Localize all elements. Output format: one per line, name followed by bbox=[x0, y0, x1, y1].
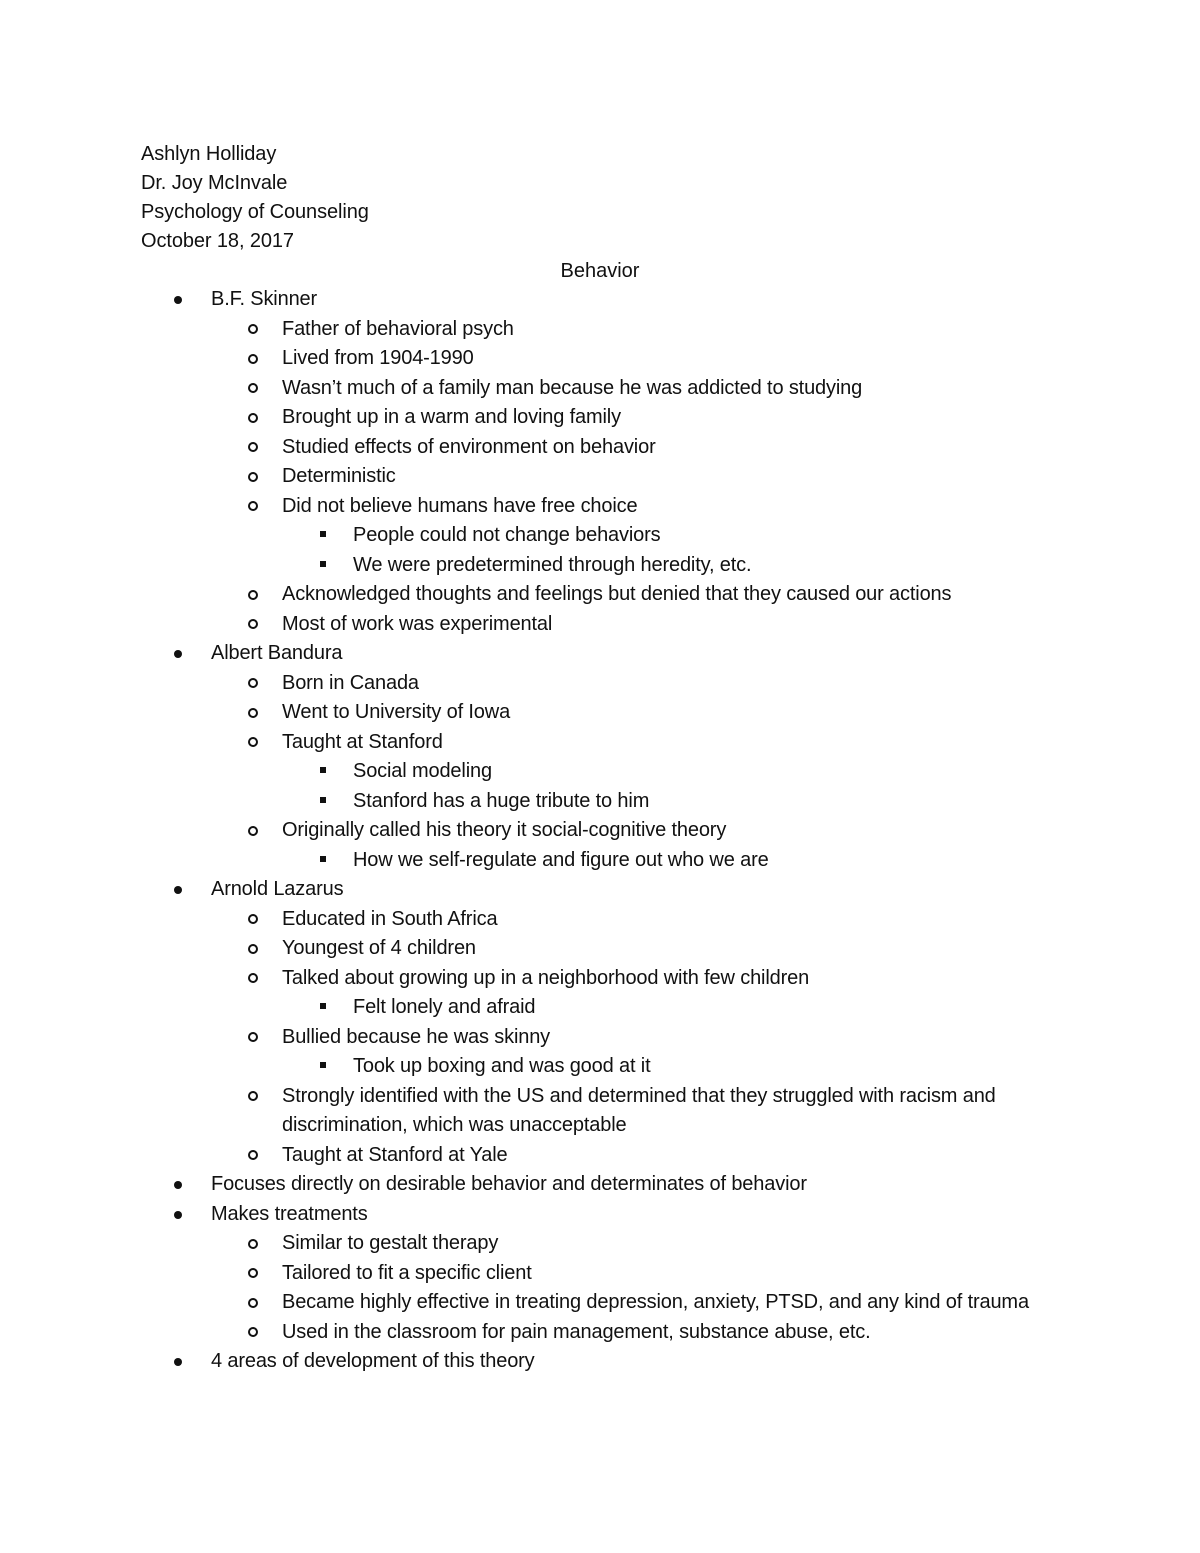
list-item-text: 4 areas of development of this theory bbox=[211, 1350, 535, 1372]
circle-bullet-icon bbox=[248, 914, 258, 924]
list-item-level-1 bbox=[0, 285, 1200, 315]
circle-bullet-icon bbox=[248, 1091, 258, 1101]
list-item-level-2 bbox=[0, 1259, 1200, 1289]
list-item-text: Albert Bandura bbox=[211, 642, 343, 664]
list-item-text: Taught at Stanford bbox=[282, 730, 443, 753]
list-item-text: Taught at Stanford at Yale bbox=[282, 1143, 508, 1166]
circle-bullet-icon bbox=[248, 678, 258, 688]
list-item-level-2 bbox=[0, 580, 1200, 610]
list-item-level-3 bbox=[0, 1052, 1200, 1082]
list-item-level-3 bbox=[0, 993, 1200, 1023]
square-bullet-icon bbox=[320, 531, 326, 537]
list-item-level-2 bbox=[0, 1288, 1200, 1318]
list-item-text: Became highly effective in treating depression, anxiety, PTSD, and any kind of trauma bbox=[282, 1291, 1029, 1313]
square-bullet-icon bbox=[320, 797, 326, 803]
list-item-text: Deterministic bbox=[282, 465, 396, 487]
list-item-text: How we self-regulate and figure out who we are bbox=[353, 848, 769, 871]
circle-bullet-icon bbox=[248, 973, 258, 983]
list-item-level-2 bbox=[0, 905, 1200, 935]
list-item-text: Originally called his theory it social-cognitive theory bbox=[282, 819, 727, 841]
document-header bbox=[141, 140, 369, 256]
list-item-level-2 bbox=[0, 1082, 1200, 1141]
disc-bullet-icon bbox=[174, 296, 182, 304]
list-item-text: Similar to gestalt therapy bbox=[282, 1232, 499, 1254]
circle-bullet-icon bbox=[248, 383, 258, 393]
list-item-text: Acknowledged thoughts and feelings but denied that they caused our actions bbox=[282, 583, 952, 605]
list-item-text: We were predetermined through heredity, etc. bbox=[353, 553, 752, 576]
list-item-level-1 bbox=[0, 1347, 1200, 1377]
list-item-level-3 bbox=[0, 521, 1200, 551]
list-item-level-2 bbox=[0, 403, 1200, 433]
list-item-level-2 bbox=[0, 728, 1200, 758]
list-item-text: Most of work was experimental bbox=[282, 612, 553, 635]
list-item-text: B.F. Skinner bbox=[211, 288, 318, 310]
list-item-level-2 bbox=[0, 492, 1200, 522]
document-title: Behavior bbox=[560, 260, 640, 282]
circle-bullet-icon bbox=[248, 324, 258, 334]
square-bullet-icon bbox=[320, 1003, 326, 1009]
bullet-outline bbox=[0, 285, 1200, 1377]
disc-bullet-icon bbox=[174, 1181, 182, 1189]
circle-bullet-icon bbox=[248, 826, 258, 836]
list-item-text: Makes treatments bbox=[211, 1202, 368, 1225]
list-item-text: Father of behavioral psych bbox=[282, 317, 514, 340]
circle-bullet-icon bbox=[248, 1298, 258, 1308]
list-item-text: Studied effects of environment on behavior bbox=[282, 435, 656, 458]
list-item-level-2 bbox=[0, 374, 1200, 404]
list-item-level-2 bbox=[0, 1023, 1200, 1053]
list-item-text: Stanford has a huge tribute to him bbox=[353, 789, 650, 812]
list-item-text: Used in the classroom for pain management, substance abuse, etc. bbox=[282, 1320, 871, 1343]
list-item-level-2 bbox=[0, 1318, 1200, 1348]
list-item-level-2 bbox=[0, 1229, 1200, 1259]
list-item-text: Bullied because he was skinny bbox=[282, 1025, 551, 1048]
instructor-name: Dr. Joy McInvale bbox=[141, 172, 288, 194]
circle-bullet-icon bbox=[248, 1032, 258, 1042]
document-date: October 18, 2017 bbox=[141, 230, 294, 252]
list-item-level-2 bbox=[0, 610, 1200, 640]
circle-bullet-icon bbox=[248, 413, 258, 423]
list-item-text: Born in Canada bbox=[282, 671, 419, 694]
circle-bullet-icon bbox=[248, 442, 258, 452]
square-bullet-icon bbox=[320, 856, 326, 862]
list-item-level-2 bbox=[0, 816, 1200, 846]
circle-bullet-icon bbox=[248, 1327, 258, 1337]
disc-bullet-icon bbox=[174, 886, 182, 894]
list-item-text: Went to University of Iowa bbox=[282, 701, 511, 723]
disc-bullet-icon bbox=[174, 1358, 182, 1366]
list-item-level-2 bbox=[0, 462, 1200, 492]
list-item-text: Focuses directly on desirable behavior and determinates of behavior bbox=[211, 1173, 807, 1195]
author-name: Ashlyn Holliday bbox=[141, 143, 277, 165]
circle-bullet-icon bbox=[248, 944, 258, 954]
list-item-text: Educated in South Africa bbox=[282, 907, 498, 930]
list-item-level-3 bbox=[0, 787, 1200, 817]
circle-bullet-icon bbox=[248, 619, 258, 629]
list-item-text: Tailored to fit a specific client bbox=[282, 1261, 532, 1284]
list-item-text: Felt lonely and afraid bbox=[353, 996, 536, 1018]
circle-bullet-icon bbox=[248, 708, 258, 718]
circle-bullet-icon bbox=[248, 1268, 258, 1278]
list-item-level-2 bbox=[0, 964, 1200, 994]
list-item-text: Talked about growing up in a neighborhood with few children bbox=[282, 966, 810, 989]
list-item-text: Arnold Lazarus bbox=[211, 878, 344, 900]
list-item-level-3 bbox=[0, 551, 1200, 581]
list-item-level-3 bbox=[0, 757, 1200, 787]
square-bullet-icon bbox=[320, 561, 326, 567]
circle-bullet-icon bbox=[248, 737, 258, 747]
list-item-level-2 bbox=[0, 344, 1200, 374]
disc-bullet-icon bbox=[174, 650, 182, 658]
list-item-level-1 bbox=[0, 1170, 1200, 1200]
list-item-level-3 bbox=[0, 846, 1200, 876]
list-item-text: Took up boxing and was good at it bbox=[353, 1055, 651, 1077]
list-item-level-1 bbox=[0, 875, 1200, 905]
list-item-level-2 bbox=[0, 315, 1200, 345]
circle-bullet-icon bbox=[248, 354, 258, 364]
list-item-level-2 bbox=[0, 433, 1200, 463]
list-item-level-2 bbox=[0, 934, 1200, 964]
list-item-level-2 bbox=[0, 669, 1200, 699]
list-item-level-1 bbox=[0, 1200, 1200, 1230]
list-item-text: Youngest of 4 children bbox=[282, 937, 476, 959]
circle-bullet-icon bbox=[248, 1239, 258, 1249]
list-item-text: Lived from 1904-1990 bbox=[282, 347, 474, 369]
list-item-text: People could not change behaviors bbox=[353, 524, 661, 546]
disc-bullet-icon bbox=[174, 1211, 182, 1219]
list-item-level-2 bbox=[0, 698, 1200, 728]
list-item-level-1 bbox=[0, 639, 1200, 669]
course-name: Psychology of Counseling bbox=[141, 201, 369, 223]
square-bullet-icon bbox=[320, 1062, 326, 1068]
list-item-text: Brought up in a warm and loving family bbox=[282, 406, 621, 428]
list-item-text: Social modeling bbox=[353, 760, 492, 782]
list-item-text: Strongly identified with the US and determined that they struggled with racism and discrimination, which was unacceptable bbox=[282, 1084, 996, 1136]
list-item-level-2 bbox=[0, 1141, 1200, 1171]
circle-bullet-icon bbox=[248, 1150, 258, 1160]
circle-bullet-icon bbox=[248, 501, 258, 511]
circle-bullet-icon bbox=[248, 472, 258, 482]
list-item-text: Did not believe humans have free choice bbox=[282, 494, 638, 517]
circle-bullet-icon bbox=[248, 590, 258, 600]
list-item-text: Wasn’t much of a family man because he was addicted to studying bbox=[282, 376, 863, 399]
square-bullet-icon bbox=[320, 767, 326, 773]
